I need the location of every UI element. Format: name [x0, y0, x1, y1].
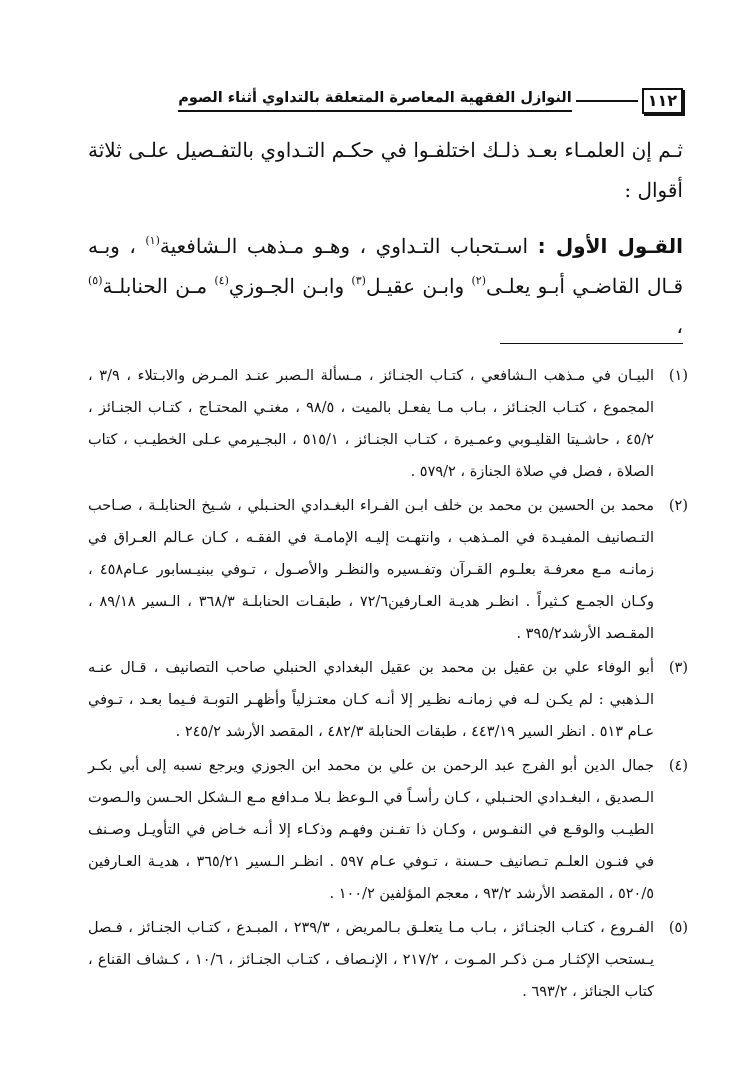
text-segment: ،	[676, 314, 683, 338]
footnotes	[88, 360, 688, 1010]
footnote-2	[88, 490, 688, 650]
footnote-number: (١)	[668, 368, 688, 384]
main-text	[88, 130, 683, 346]
text-segment: ، وبـه قـال القاضـي أبـو يعلـى	[88, 234, 684, 298]
footnote-1	[88, 360, 688, 488]
text-segment: وابـن عقيـل	[365, 274, 472, 298]
paragraph-first-opinion	[88, 226, 683, 346]
footnote-text: أبو الوفاء علي بن عقيل بن محمد بن عقيل البغدادي الحنبلي صاحب التصانيف ، قـال عنـه الـذهبي : لم يكـن لـه في زمانـه نظـير إلا أنـه كـان معتـزلياً وأظهـر التوبـة فـيما بعـد ، تـوفي عـام ٥١٣ . انظر السير ٤٤٣/١٩ ، طبقات الحنابلة ٤٨٢/٣ ، المقصد الأرشد ٢٤٥/٢ .	[88, 660, 654, 740]
footnote-ref-4[interactable]: (٤)	[214, 274, 229, 288]
text-segment: مـن الحنابلـة	[102, 274, 215, 298]
first-opinion-heading: القـول الأول :	[537, 234, 683, 258]
text-segment: وابـن الجـوزي	[228, 274, 352, 298]
footnote-number: (٥)	[668, 920, 688, 936]
footnote-5	[88, 912, 688, 1008]
page-number: ١١٢	[642, 88, 683, 114]
footnote-ref-3[interactable]: (٣)	[351, 274, 366, 288]
footnote-text: محمد بن الحسين بن محمد بن خلف ابـن الفـراء البغـدادي الحنـبلي ، شـيخ الحنابلـة ، صـاحب التـصانيف المفيـدة في المـذهب ، وانتهـت إليـه الإمامـة في الفقـه ، كـان عـالم العـراق في زمانـه مـع معرفـة بعلـوم القـرآن وتفـسيره والنظـر والأصـول ، تـوفي ببنيـسابور عـام٤٥٨ ، وكـان الجمـع كـثيراً . انظـر هديـة العـارفين٧٢/٦ ، طبقـات الحنابلـة ٣٦٨/٣ ، الـسير ٨٩/١٨ ، المقـصد الأرشد٣٩٥/٢ .	[88, 498, 654, 642]
footnote-4	[88, 750, 688, 910]
footnote-ref-5[interactable]: (٥)	[88, 274, 103, 288]
footnote-number: (٤)	[668, 758, 688, 774]
running-header	[88, 86, 683, 116]
footnote-3	[88, 652, 688, 748]
footnote-text: الفـروع ، كتـاب الجنـائز ، بـاب مـا يتعلـق بـالمريض ، ٢٣٩/٣ ، المبـدع ، كتـاب الجنـائز ، فـصل يـستحب الإكثـار مـن ذكـر المـوت ، ٢١٧/٢ ، الإنـصاف ، كتـاب الجنـائز ، ١٠/٦ ، كـشاف القناع ، كتاب الجنائز ، ٦٩٣/٢ .	[88, 920, 654, 1000]
footnote-number: (٣)	[668, 660, 688, 676]
text-segment: اسـتحباب التـداوي ، وهـو مـذهب الـشافعية	[159, 234, 538, 258]
footnote-divider	[500, 343, 683, 344]
paragraph-intro: ثـم إن العلمـاء بعـد ذلـك اختلفـوا في حكـم التـداوي بالتفـصيل علـى ثلاثة أقوال :	[88, 138, 683, 202]
running-title: النوازل الفقهية المعاصرة المتعلقة بالتداوي أثناء الصوم	[178, 90, 571, 112]
footnote-text: البيـان في مـذهب الـشافعي ، كتـاب الجنـائز ، مـسألة الـصبر عنـد المـرض والابـتلاء ، ٣/٩ ، المجموع ، كتـاب الجنـائز ، بـاب مـا يفعـل بالميت ، ٩٨/٥ ، مغنـي المحتـاج ، كتـاب الجنـائز ، ٤٥/٢ ، حاشـيتا القليـوبي وعمـيرة ، كتـاب الجنـائز ، ٥١٥/١ ، البجـيرمي عـلى الخطيـب ، كتاب الصلاة ، فصل في صلاة الجنازة ، ٥٧٩/٢ .	[88, 368, 654, 480]
footnote-number: (٢)	[668, 498, 688, 514]
header-rule	[576, 100, 638, 102]
footnote-ref-2[interactable]: (٢)	[471, 274, 487, 288]
footnote-ref-1[interactable]: (١)	[145, 234, 160, 248]
footnote-text: جمال الدين أبو الفرج عبد الرحمن بن علي بن محمد ابن الجوزي ويرجع نسبه إلى أبي بكـر الـصديق ، البغـدادي الحنـبلي ، كـان رأسـاً في الـوعظ بـلا مـدافع مـع الـشكل الحـسن والـصوت الطيـب والوقـع في النفـوس ، وكـان ذا تفـنن وفهـم وذكـاء إلا أنـه خـاض في التأويـل وصـنف في فنـون العلـم تـصانيف حـسنة ، تـوفي عـام ٥٩٧ . انظـر الـسير ٣٦٥/٢١ ، هديـة العـارفين ٥٢٠/٥ ، المقصد الأرشد ٩٣/٢ ، معجم المؤلفين ١٠٠/٢ .	[88, 758, 655, 902]
